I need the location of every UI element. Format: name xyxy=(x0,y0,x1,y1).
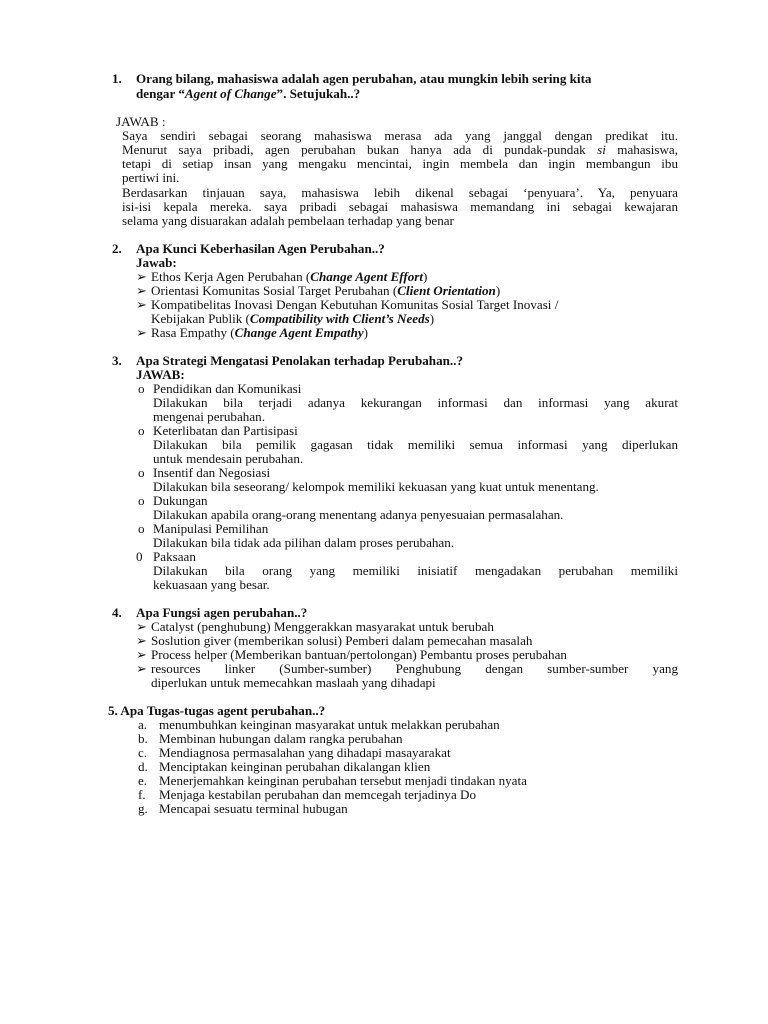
q1-question-line1: Orang bilang, mahasiswa adalah agen perubahan, atau mungkin lebih sering kita xyxy=(136,71,592,86)
q4-number: 4. xyxy=(112,605,122,620)
q3-question: Apa Strategi Mengatasi Penolakan terhadap Perubahan..? xyxy=(136,353,463,368)
q3-item-title: Pendidikan dan Komunikasi xyxy=(153,381,302,396)
q3-marker: o xyxy=(138,465,145,480)
q3-number: 3. xyxy=(112,353,122,368)
q5-item-text: Menciptakan keinginan perubahan dikalangan klien xyxy=(159,759,431,774)
arrow-bullet-icon: ➢ xyxy=(136,647,147,662)
q3-item-desc: mengenai perubahan. xyxy=(153,409,265,424)
q2-item: ➢ Orientasi Komunitas Sosial Target Perubahan (Client Orientation) xyxy=(136,283,501,298)
q3-item-title: Insentif dan Negosiasi xyxy=(153,465,271,480)
arrow-bullet-icon: ➢ xyxy=(136,283,147,298)
q3-item-desc: kekuasaan yang besar. xyxy=(153,577,270,592)
q4-question: Apa Fungsi agen perubahan..? xyxy=(136,605,308,620)
q2-item: ➢ Kompatibelitas Inovasi Dengan Kebutuhan Komunitas Sosial Target Inovasi / xyxy=(136,297,559,312)
q4-item: ➢ Soslution giver (memberikan solusi) Pemberi dalam pemecahan masalah xyxy=(136,633,533,648)
q1-answer-line: Saya sendiri sebagai seorang mahasiswa merasa ada yang janggal dengan predikat itu. xyxy=(122,128,678,143)
q1-number: 1. xyxy=(112,71,122,86)
arrow-bullet-icon: ➢ xyxy=(136,661,147,676)
q5-question: 5. Apa Tugas-tugas agent perubahan..? xyxy=(108,703,326,718)
arrow-bullet-icon: ➢ xyxy=(136,297,147,312)
q5-marker: e. xyxy=(138,773,148,788)
q1-answer-line: Berdasarkan tinjauan saya, mahasiswa lebih dikenal sebagai ‘penyuara’. Ya, penyuara xyxy=(122,185,678,200)
q3-marker: o xyxy=(138,521,145,536)
q2-number: 2. xyxy=(112,241,122,256)
q3-item-title: Paksaan xyxy=(153,549,196,564)
q5-marker: f. xyxy=(138,787,146,802)
q1-answer-line: pertiwi ini. xyxy=(122,170,180,185)
q5-marker: a. xyxy=(138,717,148,732)
q3-item-title: Manipulasi Pemilihan xyxy=(153,521,269,536)
q1-question-line2: dengar “Agent of Change”. Setujukah..? xyxy=(136,86,361,101)
q5-item-text: Membinan hubungan dalam rangka perubahan xyxy=(159,731,403,746)
q5-marker: b. xyxy=(138,731,148,746)
arrow-bullet-icon: ➢ xyxy=(136,619,147,634)
q3-item-desc: Dilakukan bila tidak ada pilihan dalam proses perubahan. xyxy=(153,535,455,550)
q5-item-text: Menjaga kestabilan perubahan dan memcegah terjadinya Do xyxy=(159,787,477,802)
q3-marker: o xyxy=(138,493,145,508)
q4-item-continuation: diperlukan untuk memecahkan maslaah yang dihadapi xyxy=(151,675,436,690)
q5-item-text: menumbuhkan keinginan masyarakat untuk melakkan perubahan xyxy=(159,717,500,732)
q3-marker: 0 xyxy=(136,549,143,564)
q3-item-desc: untuk mendesain perubahan. xyxy=(153,451,304,466)
q1-answer-line: isi-isi kepala mereka. saya pribadi sebagai mahasiswa memandang ini sebagai kewajaran xyxy=(122,199,678,214)
q3-item-desc: Dilakukan bila terjadi adanya kekurangan informasi dan informasi yang akurat xyxy=(153,395,678,410)
q3-item-title: Keterlibatan dan Partisipasi xyxy=(153,423,298,438)
q4-item: ➢ Catalyst (penghubung) Menggerakkan masyarakat untuk berubah xyxy=(136,619,494,634)
q2-question: Apa Kunci Keberhasilan Agen Perubahan..? xyxy=(136,241,385,256)
arrow-bullet-icon: ➢ xyxy=(136,325,147,340)
q2-item: ➢ Ethos Kerja Agen Perubahan (Change Agent Effort) xyxy=(136,269,428,284)
q5-item-text: Mendiagnosa permasalahan yang dihadapi masayarakat xyxy=(159,745,451,760)
q5-marker: c. xyxy=(138,745,148,760)
q3-item-desc: Dilakukan apabila orang-orang menentang adanya penyesuaian permasalahan. xyxy=(153,507,564,522)
q4-item-text: resources linker (Sumber-sumber) Penghubung dengan sumber-sumber yang xyxy=(151,661,678,676)
q3-jawab-label: JAWAB: xyxy=(136,367,185,382)
q1-answer-line: selama yang disuarakan adalah pembelaan terhadap yang benar xyxy=(122,213,454,228)
arrow-bullet-icon: ➢ xyxy=(136,269,147,284)
q2-item: ➢ Rasa Empathy (Change Agent Empathy) xyxy=(136,325,369,340)
q2-jawab-label: Jawab: xyxy=(136,255,177,270)
q5-item-text: Mencapai sesuatu terminal hubugan xyxy=(159,801,348,816)
q1-answer-line: tetapi di setiap insan yang mengaku mencintai, ingin membela dan ingin membangun ibu xyxy=(122,156,678,171)
q1-answer-line: Menurut saya pribadi, agen perubahan bukan hanya ada di pundak-pundak si mahasiswa, xyxy=(122,142,678,157)
arrow-bullet-icon: ➢ xyxy=(136,633,147,648)
q4-item xyxy=(136,662,151,676)
q5-marker: g. xyxy=(138,801,148,816)
q5-item-text: Menerjemahkan keinginan perubahan tersebut menjadi tindakan nyata xyxy=(159,773,527,788)
q2-item-continuation: Kebijakan Publik (Compatibility with Client’s Needs) xyxy=(151,311,435,326)
q3-item-desc: Dilakukan bila orang yang memiliki inisiatif mengadakan perubahan memiliki xyxy=(153,563,678,578)
q3-marker: o xyxy=(138,381,145,396)
q3-marker: o xyxy=(138,423,145,438)
q3-item-desc: Dilakukan bila seseorang/ kelompok memiliki kekuasan yang kuat untuk menentang. xyxy=(153,479,599,494)
q5-marker: d. xyxy=(138,759,148,774)
q1-jawab-label: JAWAB : xyxy=(116,114,166,129)
q4-item: ➢ Process helper (Memberikan bantuan/pertolongan) Pembantu proses perubahan xyxy=(136,647,567,662)
q3-item-desc: Dilakukan bila pemilik gagasan tidak memiliki semua informasi yang diperlukan xyxy=(153,437,678,452)
q3-item-title: Dukungan xyxy=(153,493,208,508)
